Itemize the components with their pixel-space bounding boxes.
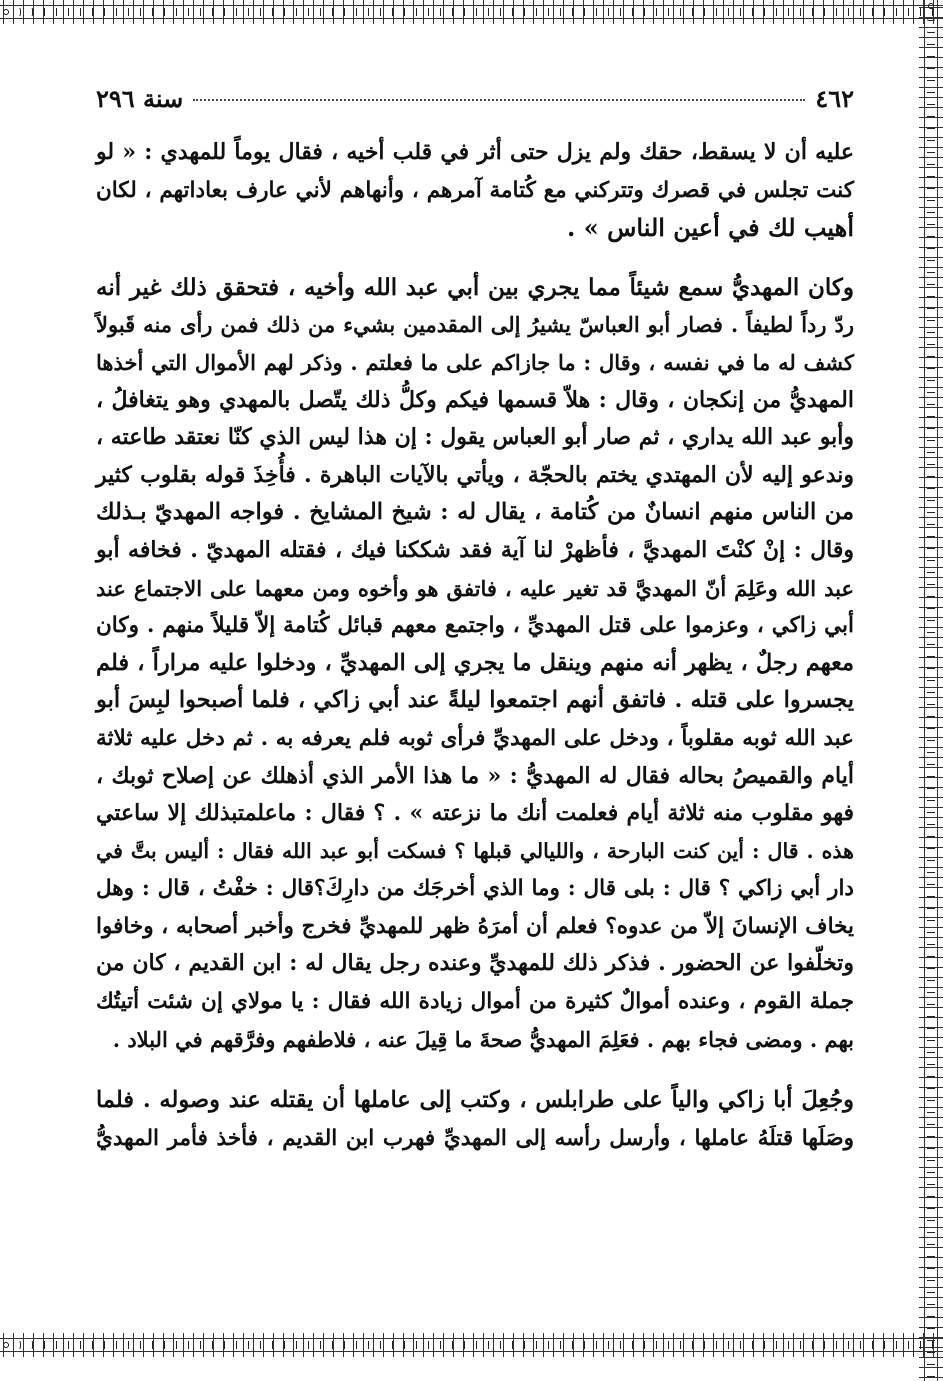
paragraph-3 — [96, 1082, 854, 1157]
text-line: فهو مقلوب منه ثلاثة أيام فعلمت أنك ما نزعته » . ؟ فقال : ماعلمتبذلك إلا ساعتي — [96, 800, 854, 827]
text-line: وصَلَها قتلَهُ عاملها ، وأرسل رأسه إلى المهديِّ فهرب ابن القديم ، فأخذ فأمر المهديُّ — [96, 1125, 854, 1151]
text-line: أيام والقميصُ بحاله فقال له المهديُّ : « ما هذا الأمر الذي أذهلك عن إصلاح ثوبك ، — [96, 762, 854, 789]
text-line: كشف له ما في نفسه ، وقال : ما جازاكم على ما فعلتم . وذكر لهم الأموال التي أخذها — [96, 349, 854, 375]
text-line: وقال : إنْ كنْتَ المهديَّ ، فأظهرْ لنا آية فقد شككنا فيك ، فقتله المهديّ . فخافه أبو — [96, 536, 854, 563]
book-page — [96, 84, 854, 1157]
ornamental-border-bottom-chain — [0, 1341, 935, 1349]
text-line: وندعو إليه لأن المهتدي يختم بالحجّة ، ويأتي بالآيات الباهرة . فأُخِذَ قوله بقلوب كثير — [96, 461, 854, 488]
text-line: كنت تجلس في قصرك وتتركني مع كُتامة آمرهم ، وأنهاهم لأني عارف بعاداتهم ، لكان — [96, 177, 854, 203]
text-line: يخاف الإنسانَ إلاّ من عدوه؟ فعلم أن أمرَهُ ظهر للمهديِّ فخرج وأخبر أصحابه ، وخافوا — [96, 913, 854, 939]
page-number: ٤٦٢ — [815, 84, 854, 113]
text-line: يجسروا على قتله . فاتفق أنهم اجتمعوا ليلةً عند أبي زاكي ، فلما أصبحوا لبِسَ أبو — [96, 687, 854, 714]
text-line: هذه . قال : أين كنت البارحة ، والليالي قبلها ؟ فسكت أبو عبد الله فقال : أليس بتَّ في — [96, 838, 854, 863]
text-line: جملة القوم ، وعنده أموالٌ كثيرة من أموال زيادة الله فقال : يا مولاي إن شئت أتيتُك — [96, 989, 854, 1015]
text-line: وكان المهديُّ سمع شيئاً مما يجري بين أبي عبد الله وأخيه ، فتحقق ذلك غير أنه — [96, 273, 854, 301]
text-line: عبد الله وعَلِمَ أنّ المهديَّ قد تغير عليه ، فاتفق هو وأخوه ومن معهما على الاجتماع عند — [96, 575, 854, 601]
text-line: عليه أن لا يسقط، حقك ولم يزل حتى أثر في قلب أخيه ، فقال يوماً للمهدي : « لو — [96, 139, 854, 165]
paragraph-1 — [96, 134, 854, 247]
text-line: وتخلّفوا عن الحضور . فذكر ذلك للمهديِّ وعنده رجل يقال له : ابن القديم ، كان من — [96, 950, 854, 977]
text-line: وجُعِلَ أبا زاكي والياً على طرابلس ، وكتب إلى عاملها أن يقتله عند وصوله . فلما — [96, 1087, 854, 1114]
ornamental-border-right-chain — [927, 0, 935, 1381]
year-label: سنة ٢٩٦ — [96, 84, 184, 113]
text-line: ردّ رداً لطيفاً . فصار أبو العباسّ يشيرُ إلى المقدمين بشيء من ذلك فمن رأى منه قَبولاً — [96, 312, 854, 338]
text-line: دار أبي زاكي ؟ قال : بلى قال : وما الذي أخرجَك من دارِكَ؟قال : خفْتُ ، قال : وهل — [96, 876, 854, 902]
text-line: بهم . ومضى فجاء بهم . فعَلِمَ المهديُّ صحةَ ما قِيلَ عنه ، فلاطفهم وفرَّقهم في البلاد . — [112, 1026, 854, 1052]
text-line: أبي زاكي ، وعزموا على قتل المهديِّ ، واجتمع معهم قبائل كُتامة إلاّ قليلاً منهم . وكان — [96, 613, 854, 639]
ornamental-border-top-chain — [0, 8, 935, 16]
running-head — [96, 84, 854, 124]
text-line: عبد الله ثوبه مقلوباً ، ودخل على المهديِّ فرأى ثوبه فلم يعرفه به . ثم دخل عليه ثلاثة — [96, 725, 854, 751]
text-line: معهم رجلٌ ، يظهر أنه منهم وينقل ما يجري إلى المهديِّ ، ودخلوا عليه مراراً ، فلم — [96, 649, 854, 676]
text-line: أهيب لك في أعين الناس » . — [567, 213, 854, 243]
text-line: وأبو عبد الله يداري ، ثم صار أبو العباس يقول : إن هذا ليس الذي كنّا نعتقد طاعته ، — [96, 424, 854, 451]
dotted-leader — [193, 99, 805, 101]
text-line: من الناس منهم انسانٌ من كُتامة ، يقال له : شيخ المشايخ . فواجه المهديّ بـذلك — [96, 499, 854, 526]
paragraph-2 — [96, 269, 854, 1058]
text-line: المهديُّ من إنكجان ، وقال : هلاّ قسمها فيكم وكلُّ ذلك يتّصل بالمهدي وهو يتغافلُ ، — [96, 386, 854, 413]
